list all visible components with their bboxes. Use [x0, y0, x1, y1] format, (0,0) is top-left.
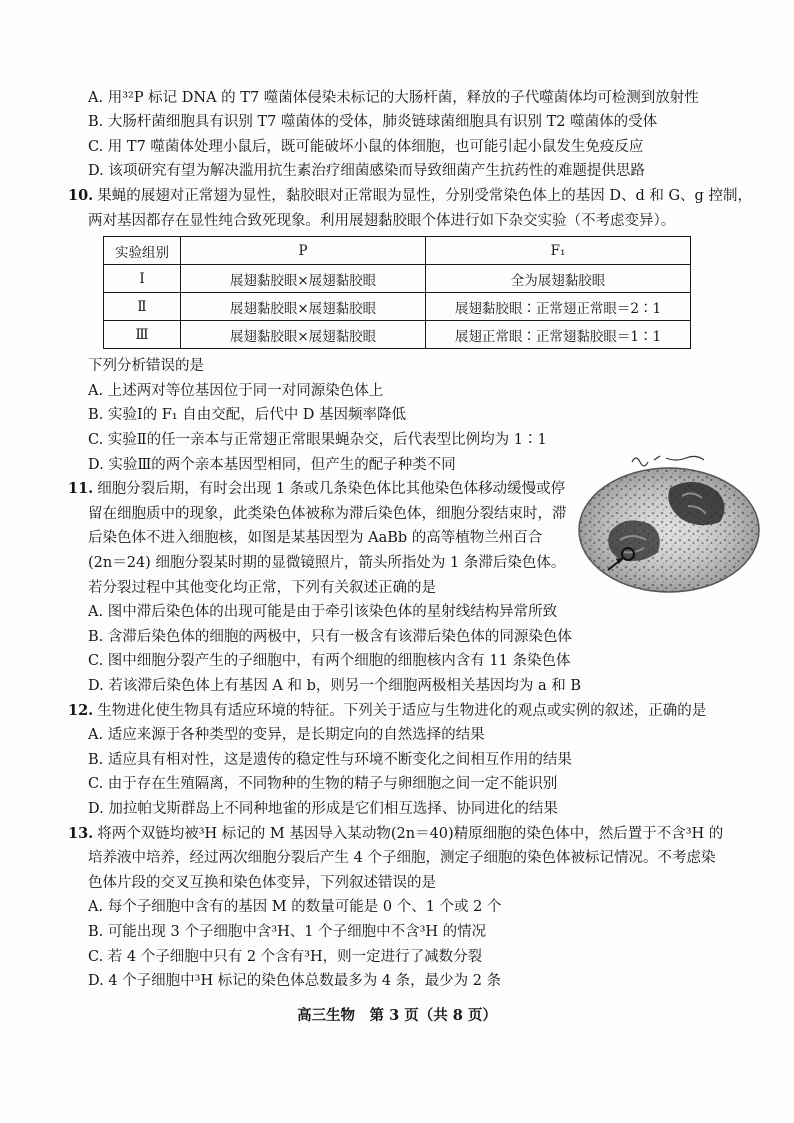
q11-stem-line: (2n＝24) 细胞分裂某时期的显微镜照片，箭头所指处为 1 条滞后染色体。: [88, 555, 566, 571]
table-header-p: P: [181, 237, 426, 265]
table-row: [104, 265, 691, 293]
table-cell-p: 展翅黏胶眼×展翅黏胶眼: [181, 265, 426, 293]
q10-option-b: B. 实验Ⅰ的 F₁ 自由交配，后代中 D 基因频率降低: [88, 407, 407, 424]
q10-option-d: D. 实验Ⅲ的两个亲本基因型相同，但产生的配子种类不同: [88, 456, 456, 473]
q11-number: 11.: [68, 480, 94, 498]
handwritten-scribble: [632, 456, 704, 466]
q13-stem-line: 培养液中培养，经过两次细胞分裂后产生 4 个子细胞，测定子细胞的染色体被标记情况。不考虑染: [88, 850, 716, 867]
q12-option-d: D. 加拉帕戈斯群岛上不同种地雀的形成是它们相互选择、协同进化的结果: [88, 800, 558, 817]
q12-option-a: A. 适应来源于各种类型的变异，是长期定向的自然选择的结果: [88, 727, 485, 744]
q12-stem-text: 生物进化使生物具有适应环境的特征。下列关于适应与生物进化的观点或实例的叙述，正确的是: [97, 702, 707, 719]
table-cell-f1: 全为展翅黏胶眼: [426, 265, 691, 293]
table-row: [104, 321, 691, 349]
q13-stem-text: 将两个双链均被³H 标记的 M 基因导入某动物(2n＝40)精原细胞的染色体中，然后置于不含³H 的: [97, 825, 724, 842]
q11-option-d: D. 若该滞后染色体上有基因 A 和 b，则另一个细胞两极相关基因均为 a 和 B: [88, 677, 582, 694]
table-cell-p: 展翅黏胶眼×展翅黏胶眼: [181, 293, 426, 321]
table-cell-group: Ⅱ: [104, 293, 181, 321]
q11-option-c: C. 图中细胞分裂产生的子细胞中，有两个细胞的细胞核内含有 11 条染色体: [88, 653, 571, 670]
q11-stem-line: 后染色体不进入细胞核，如图是某基因型为 AaBb 的高等植物兰州百合: [88, 530, 543, 547]
q10-option-c: C. 实验Ⅱ的任一亲本与正常翅正常眼果蝇杂交，后代表型比例均为 1∶1: [88, 432, 547, 449]
q13-number: 13.: [68, 824, 94, 842]
q11-stem-line: 留在细胞质中的现象，此类染色体被称为滞后染色体，细胞分裂结束时，滞: [88, 505, 567, 522]
q9-option-a: A. 用³²P 标记 DNA 的 T7 噬菌体侵染未标记的大肠杆菌，释放的子代噬菌体均可检测到放射性: [88, 89, 699, 106]
q11-option-b: B. 含滞后染色体的细胞的两极中，只有一极含有该滞后染色体的同源染色体: [88, 628, 572, 645]
table-header-f1: F₁: [426, 237, 691, 265]
q10-experiment-table: [103, 236, 691, 349]
q13-stem-line: 色体片段的交叉互换和染色体变异，下列叙述错误的是: [88, 874, 436, 891]
q10-number: 10.: [68, 187, 94, 205]
q11-stem-line: 若分裂过程中其他变化均正常，下列有关叙述正确的是: [88, 579, 436, 596]
q10-stem-line: 两对基因都存在显性纯合致死现象。利用展翅黏胶眼个体进行如下杂交实验（不考虑变异）。: [88, 212, 676, 229]
table-cell-f1: 展翅黏胶眼∶正常翅正常眼＝2∶1: [426, 293, 691, 321]
q13-stem-line: [0, 822, 794, 847]
q11-stem-text: 细胞分裂后期，有时会出现 1 条或几条染色体比其他染色体移动缓慢或停: [97, 481, 566, 498]
table-cell-f1: 展翅正常眼∶正常翅黏胶眼＝1∶1: [426, 321, 691, 349]
q13-option-c: C. 若 4 个子细胞中只有 2 个含有³H，则一定进行了减数分裂: [88, 948, 483, 965]
q12-stem-line: [0, 699, 794, 724]
q12-option-b: B. 适应具有相对性，这是遗传的稳定性与环境不断变化之间相互作用的结果: [88, 751, 572, 768]
q10-prompt: 下列分析错误的是: [88, 358, 204, 375]
q9-option-c: C. 用 T7 噬菌体处理小鼠后，既可能破坏小鼠的体细胞，也可能引起小鼠发生免疫反应: [88, 138, 644, 155]
table-row: [104, 293, 691, 321]
table-cell-group: Ⅰ: [104, 265, 181, 293]
q10-stem-text: 果蝇的展翅对正常翅为显性，黏胶眼对正常眼为显性，分别受常染色体上的基因 D、d 和 G、g 控制，: [97, 188, 752, 205]
q12-option-c: C. 由于存在生殖隔离，不同物种的生物的精子与卵细胞之间一定不能识别: [88, 776, 558, 793]
q12-number: 12.: [68, 701, 94, 719]
table-cell-group: Ⅲ: [104, 321, 181, 349]
table-header-group: 实验组别: [104, 237, 181, 265]
q10-option-a: A. 上述两对等位基因位于同一对同源染色体上: [88, 382, 384, 399]
q13-option-b: B. 可能出现 3 个子细胞中含³H、1 个子细胞中不含³H 的情况: [88, 923, 487, 940]
micrograph-image: [570, 448, 770, 600]
q13-option-d: D. 4 个子细胞中³H 标记的染色体总数最多为 4 条，最少为 2 条: [88, 973, 502, 990]
q10-stem-line: [0, 184, 794, 209]
q9-option-b: B. 大肠杆菌细胞具有识别 T7 噬菌体的受体，肺炎链球菌细胞具有识别 T2 噬菌体的受体: [88, 114, 658, 131]
table-header-row: [104, 237, 691, 265]
table-cell-p: 展翅黏胶眼×展翅黏胶眼: [181, 321, 426, 349]
q13-option-a: A. 每个子细胞中含有的基因 M 的数量可能是 0 个、1 个或 2 个: [88, 899, 502, 916]
q9-option-d: D. 该项研究有望为解决滥用抗生素治疗细菌感染而导致细菌产生抗药性的难题提供思路: [88, 163, 645, 180]
page-footer: 高三生物 第 3 页（共 8 页）: [297, 1007, 497, 1024]
q11-option-a: A. 图中滞后染色体的出现可能是由于牵引该染色体的星射线结构异常所致: [88, 604, 558, 621]
